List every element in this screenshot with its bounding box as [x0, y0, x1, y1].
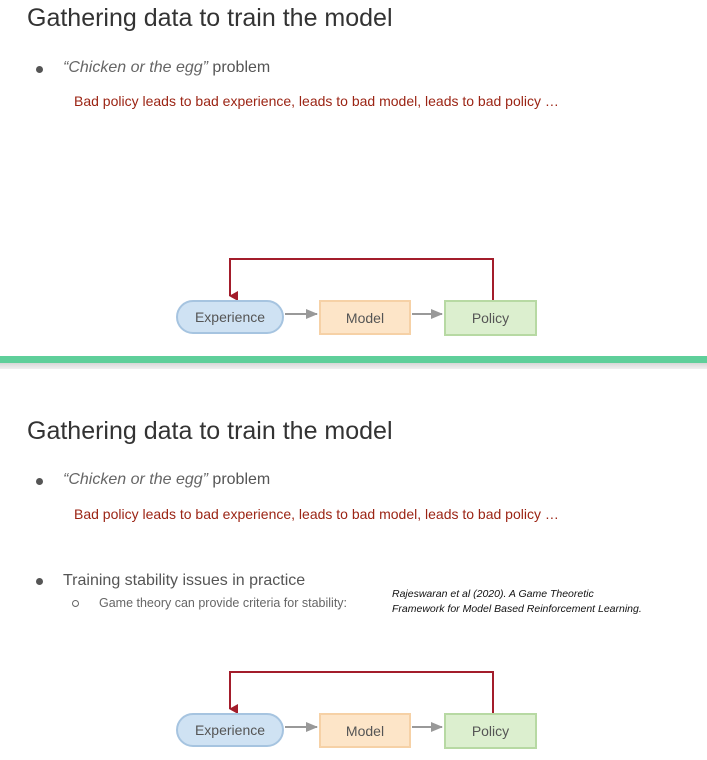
feedback-arrow [230, 259, 493, 300]
citation [392, 587, 642, 617]
bullet-chicken-egg [63, 59, 270, 77]
bullet-italic-text: “Chicken or the egg” [63, 471, 208, 488]
feedback-loop-diagram [170, 240, 550, 335]
citation-line-2: Framework for Model Based Reinforcement Learning. [392, 603, 642, 615]
sub-bullet-marker [72, 600, 79, 607]
experience-node: Experience [176, 300, 284, 334]
bullet-plain-text: problem [207, 471, 271, 488]
consequence-text: Bad policy leads to bad experience, leads to bad model, leads to bad policy … [74, 506, 559, 522]
experience-node: Experience [176, 713, 284, 747]
bullet-marker [36, 478, 43, 485]
slide-divider [0, 355, 707, 369]
sub-bullet-game-theory: Game theory can provide criteria for stability: [99, 596, 348, 610]
feedback-loop-diagram [170, 653, 550, 748]
slide-title: Gathering data to train the model [27, 417, 393, 445]
policy-node: Policy [444, 300, 537, 336]
feedback-arrow [230, 672, 493, 713]
slide-title: Gathering data to train the model [27, 4, 393, 32]
slide-1 [0, 0, 707, 355]
bullet-marker [36, 66, 43, 73]
consequence-text: Bad policy leads to bad experience, leads to bad model, leads to bad policy … [74, 93, 559, 109]
bullet-italic-text: “Chicken or the egg” [63, 59, 208, 76]
slide-2 [0, 369, 707, 760]
bullet-chicken-egg [63, 471, 270, 489]
model-node: Model [319, 300, 411, 335]
bullet-plain-text: problem [207, 59, 271, 76]
model-node: Model [319, 713, 411, 748]
bullet-marker [36, 578, 43, 585]
bullet-training-stability: Training stability issues in practice [63, 572, 306, 589]
citation-line-1: Rajeswaran et al (2020). A Game Theoretic [392, 588, 594, 600]
policy-node: Policy [444, 713, 537, 749]
